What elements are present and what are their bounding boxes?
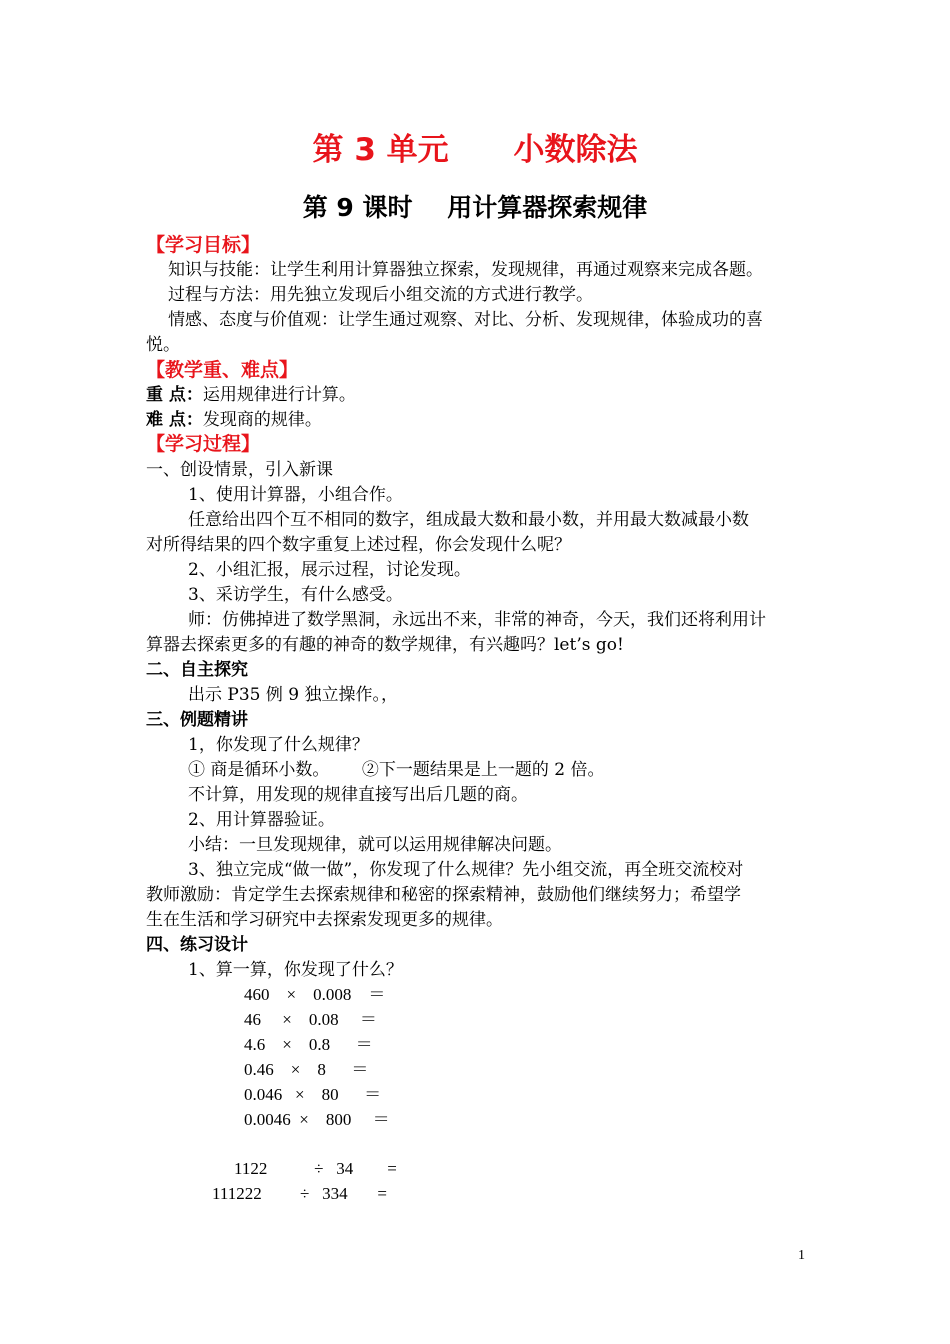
section4-title: 四、练习设计	[146, 935, 248, 955]
section3-line: 小结：一旦发现规律，就可以运用规律解决问题。	[188, 835, 562, 855]
section3-line: 生在生活和学习研究中去探索发现更多的规律。	[146, 910, 503, 930]
multiplication-row: 4.6 × 0.8 ＝	[244, 1035, 373, 1054]
section1-title: 一、创设情景，引入新课	[146, 460, 333, 480]
objective-line: 知识与技能：让学生利用计算器独立探索，发现规律，再通过观察来完成各题。	[168, 260, 763, 280]
focus-label: 重 点：	[146, 385, 203, 405]
section2-line: 出示 P35 例 9 独立操作。，	[188, 685, 399, 705]
section1-line: 师：仿佛掉进了数学黑洞，永远出不来，非常的神奇，今天，我们还将利用计	[188, 610, 766, 630]
focus-line	[146, 384, 356, 406]
section1-line: 3、采访学生，有什么感受。	[188, 585, 403, 605]
section1-line: 任意给出四个互不相同的数字，组成最大数和最小数，并用最大数减最小数	[188, 510, 749, 530]
unit-title: 第 3 单元 小数除法	[312, 132, 638, 168]
multiplication-row: 0.46 × 8 ＝	[244, 1060, 369, 1079]
key-points-heading: 【教学重、难点】	[146, 359, 299, 381]
multiplication-row: 460 × 0.008 ＝	[244, 985, 386, 1004]
page-number: 1	[798, 1248, 805, 1263]
section2-title: 二、自主探究	[146, 660, 248, 680]
objective-line: 情感、态度与价值观：让学生通过观察、对比、分析、发现规律，体验成功的喜	[168, 310, 763, 330]
difficulty-text: 发现商的规律。	[202, 410, 322, 430]
objective-line: 过程与方法：用先独立发现后小组交流的方式进行教学。	[168, 285, 593, 305]
section3-line: ① 商是循环小数。 ②下一题结果是上一题的 2 倍。	[188, 760, 605, 780]
difficulty-line	[146, 409, 322, 431]
objective-line: 悦。	[146, 335, 180, 355]
section1-line: 1、使用计算器，小组合作。	[188, 485, 403, 505]
division-row: 1122 ÷ 34 =	[234, 1159, 397, 1178]
lesson-title: 第 9 课时 用计算器探索规律	[302, 193, 648, 222]
section3-line: 1，你发现了什么规律？	[188, 735, 369, 755]
process-heading: 【学习过程】	[146, 433, 261, 455]
focus-text: 运用规律进行计算。	[202, 385, 356, 405]
multiplication-row: 0.046 × 80 ＝	[244, 1085, 382, 1104]
objectives-heading: 【学习目标】	[146, 234, 261, 256]
difficulty-label: 难 点：	[146, 410, 203, 430]
section3-line: 3、独立完成“做一做”，你发现了什么规律？先小组交流，再全班交流校对	[188, 860, 744, 880]
multiplication-row: 46 × 0.08 ＝	[244, 1010, 377, 1029]
section1-line: 对所得结果的四个数字重复上述过程，你会发现什么呢？	[146, 535, 571, 555]
multiplication-row: 0.0046 × 800 ＝	[244, 1110, 390, 1129]
section1-line: 算器去探索更多的有趣的神奇的数学规律，有兴趣吗？let’s go!	[146, 635, 624, 655]
section1-line: 2、小组汇报，展示过程，讨论发现。	[188, 560, 471, 580]
section4-line: 1、算一算，你发现了什么？	[188, 960, 403, 980]
division-row: 111222 ÷ 334 =	[212, 1184, 387, 1203]
section3-line: 不计算，用发现的规律直接写出后几题的商。	[188, 785, 528, 805]
section3-title: 三、例题精讲	[146, 710, 248, 730]
section3-line: 2、用计算器验证。	[188, 810, 335, 830]
section3-line: 教师激励：肯定学生去探索规律和秘密的探索精神，鼓励他们继续努力；希望学	[146, 885, 741, 905]
